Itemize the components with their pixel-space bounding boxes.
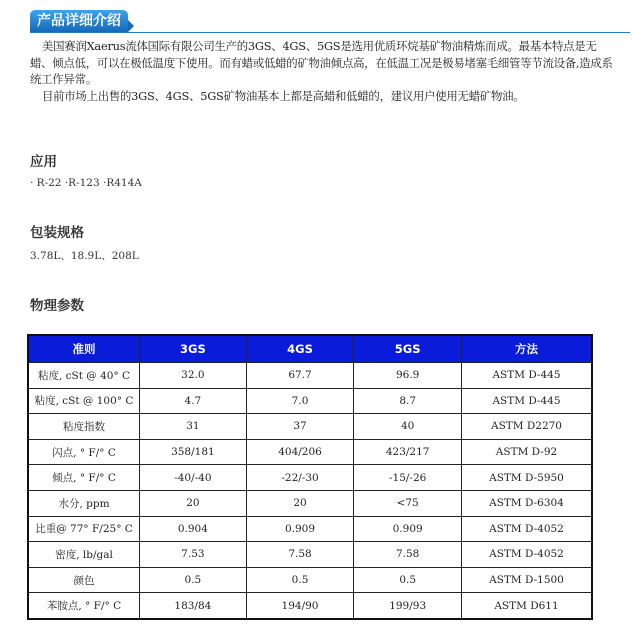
value-5gs-cell: 40 xyxy=(354,414,462,440)
value-5gs-cell: <75 xyxy=(354,490,462,516)
value-4gs-cell: 67.7 xyxy=(246,363,354,389)
method-cell: ASTM D-1500 xyxy=(461,567,592,593)
value-5gs-cell: 7.58 xyxy=(354,542,462,568)
table-row xyxy=(28,542,592,568)
application-text: · R-22 ·R-123 ·R414A xyxy=(30,177,142,189)
header-5gs: 5GS xyxy=(354,335,462,363)
value-3gs-cell: 4.7 xyxy=(140,388,247,414)
physical-params-table xyxy=(27,334,593,620)
criterion-cell: 粘度指数 xyxy=(28,414,140,440)
section-tab-bar xyxy=(30,10,630,33)
packaging-title: 包装规格 xyxy=(30,225,84,241)
value-4gs-cell: 7.0 xyxy=(246,388,354,414)
header-method: 方法 xyxy=(461,335,592,363)
tab-notch-decoration xyxy=(128,20,134,32)
intro-paragraph-2: 目前市场上出售的3GS、4GS、5GS矿物油基本上都是高蜡和低蜡的，建议用户使用无蜡矿物油。 xyxy=(42,88,525,103)
table-row xyxy=(28,414,592,440)
criterion-cell: 比重@ 77° F/25° C xyxy=(28,516,140,542)
criterion-cell: 密度, lb/gal xyxy=(28,542,140,568)
application-title: 应用 xyxy=(30,154,57,170)
product-detail-tab[interactable]: 产品详细介绍 xyxy=(30,10,128,32)
table-row xyxy=(28,439,592,465)
method-cell: ASTM D611 xyxy=(461,593,592,619)
method-cell: ASTM D-4052 xyxy=(461,542,592,568)
value-5gs-cell: 8.7 xyxy=(354,388,462,414)
value-4gs-cell: 37 xyxy=(246,414,354,440)
criterion-cell: 水分, ppm xyxy=(28,490,140,516)
value-5gs-cell: 423/217 xyxy=(354,439,462,465)
physical-params-title: 物理参数 xyxy=(30,298,84,314)
value-3gs-cell: -40/-40 xyxy=(140,465,247,491)
method-cell: ASTM D-445 xyxy=(461,388,592,414)
value-4gs-cell: 194/90 xyxy=(246,593,354,619)
method-cell: ASTM D-5950 xyxy=(461,465,592,491)
table-row xyxy=(28,593,592,619)
table-row xyxy=(28,490,592,516)
value-5gs-cell: 96.9 xyxy=(354,363,462,389)
method-cell: ASTM D-4052 xyxy=(461,516,592,542)
value-5gs-cell: -15/-26 xyxy=(354,465,462,491)
value-3gs-cell: 31 xyxy=(140,414,247,440)
value-3gs-cell: 7.53 xyxy=(140,542,247,568)
value-4gs-cell: 20 xyxy=(246,490,354,516)
value-5gs-cell: 0.5 xyxy=(354,567,462,593)
value-3gs-cell: 183/84 xyxy=(140,593,247,619)
value-3gs-cell: 20 xyxy=(140,490,247,516)
header-4gs: 4GS xyxy=(246,335,354,363)
value-3gs-cell: 358/181 xyxy=(140,439,247,465)
table-row xyxy=(28,363,592,389)
value-4gs-cell: 0.5 xyxy=(246,567,354,593)
criterion-cell: 粘度, cSt @ 100° C xyxy=(28,388,140,414)
table-row xyxy=(28,567,592,593)
criterion-cell: 颜色 xyxy=(28,567,140,593)
header-3gs: 3GS xyxy=(140,335,247,363)
value-3gs-cell: 0.904 xyxy=(140,516,247,542)
header-criterion: 准则 xyxy=(28,335,140,363)
method-cell: ASTM D-445 xyxy=(461,363,592,389)
value-3gs-cell: 0.5 xyxy=(140,567,247,593)
value-4gs-cell: 7.58 xyxy=(246,542,354,568)
table-row xyxy=(28,516,592,542)
value-4gs-cell: 0.909 xyxy=(246,516,354,542)
criterion-cell: 闪点, ° F/° C xyxy=(28,439,140,465)
value-5gs-cell: 0.909 xyxy=(354,516,462,542)
table-row xyxy=(28,388,592,414)
value-4gs-cell: -22/-30 xyxy=(246,465,354,491)
table-row xyxy=(28,465,592,491)
packaging-text: 3.78L、18.9L、208L xyxy=(30,250,139,262)
value-4gs-cell: 404/206 xyxy=(246,439,354,465)
table-header-row xyxy=(28,335,592,363)
method-cell: ASTM D-6304 xyxy=(461,490,592,516)
intro-text xyxy=(30,38,614,104)
value-5gs-cell: 199/93 xyxy=(354,593,462,619)
method-cell: ASTM D2270 xyxy=(461,414,592,440)
criterion-cell: 粘度, cSt @ 40° C xyxy=(28,363,140,389)
intro-paragraph-1: 美国赛润Xaerus流体国际有限公司生产的3GS、4GS、5GS是选用优质环烷基矿物油精炼而成。最基本特点是无蜡、倾点低，可以在极低温度下使用。而有蜡或低蜡的矿物油倾点高，在低温工况是极易堵塞毛细管等节流设备,造成系统工作异常。 xyxy=(30,39,613,86)
value-3gs-cell: 32.0 xyxy=(140,363,247,389)
criterion-cell: 苯胺点, ° F/° C xyxy=(28,593,140,619)
method-cell: ASTM D-92 xyxy=(461,439,592,465)
criterion-cell: 倾点, ° F/° C xyxy=(28,465,140,491)
